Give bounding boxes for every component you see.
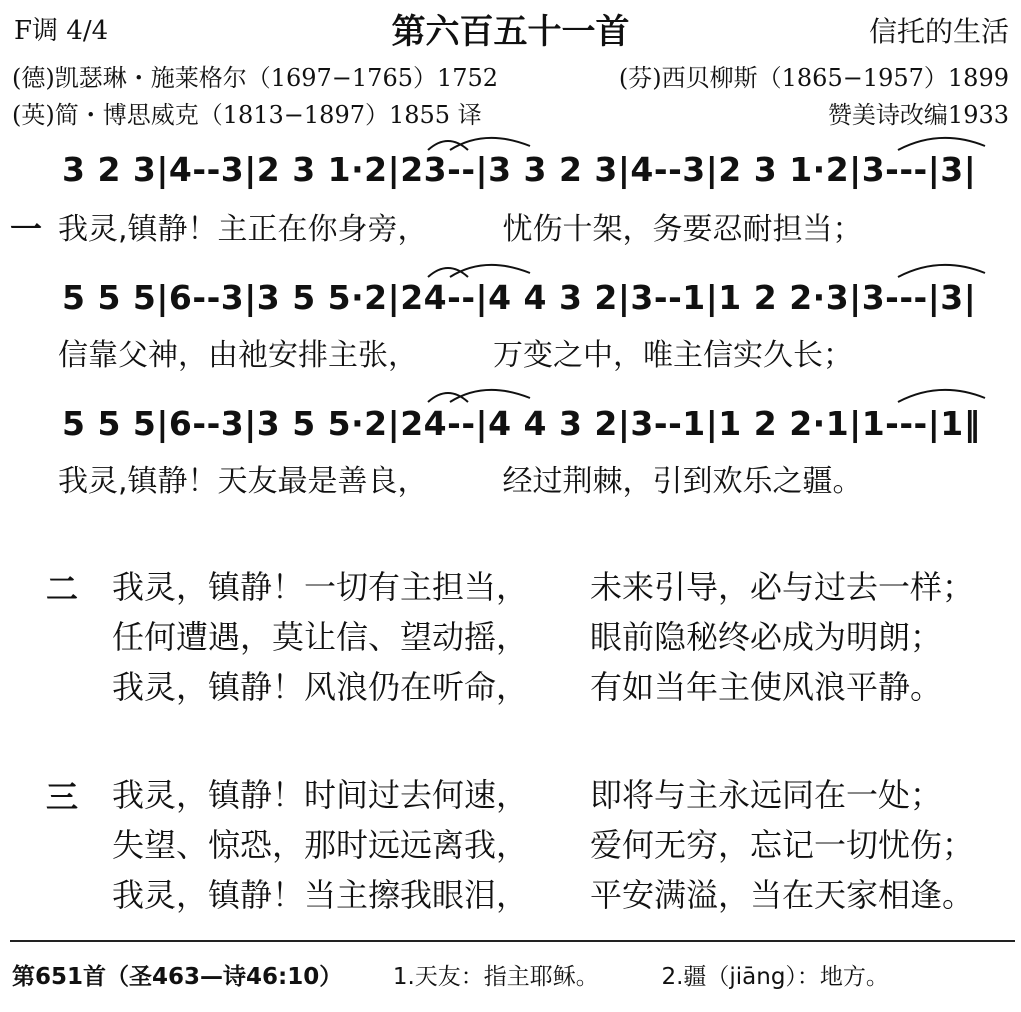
verse-2-line-3a: 我灵，镇静！风浪仍在听命， bbox=[112, 668, 529, 706]
verse-3-line-1a: 我灵，镇静！时间过去何速， bbox=[112, 776, 529, 814]
footnote-1: 1.天友：指主耶稣。 bbox=[392, 964, 599, 990]
footer-reference: 第651首（圣463—诗46:10） bbox=[12, 964, 343, 990]
verse-2-line-1b: 未来引导，必与过去一样； bbox=[590, 568, 975, 606]
verse-2-line-2b: 眼前隐秘终必成为明朗； bbox=[590, 618, 943, 656]
footnote-2: 2.疆（jiāng）：地方。 bbox=[661, 964, 889, 990]
credit-lyrics-en: (英)简・博思威克（1813−1897）1855 译 bbox=[12, 101, 482, 129]
lyric-line-3: 我灵,镇静！天友最是善良， 经过荆棘，引到欢乐之疆。 bbox=[58, 464, 863, 499]
credit-arrange: 赞美诗改编1933 bbox=[827, 101, 1009, 129]
notation-line-1: 3 2 3|4--3|2 3 1·2|23--|3 3 2 3|4--3|2 3 1·2|3---|3| bbox=[62, 150, 977, 189]
footer bbox=[12, 958, 889, 991]
lyric-line-1: 我灵,镇静！主正在你身旁， 忧伤十架，务要忍耐担当； bbox=[58, 212, 863, 247]
hymn-title: 第六百五十一首 bbox=[391, 12, 630, 52]
verse-3-line-2a: 失望、惊恐，那时远远离我， bbox=[112, 826, 529, 864]
verse-number-3: 三 bbox=[46, 778, 79, 816]
credit-music: (芬)西贝柳斯（1865−1957）1899 bbox=[618, 64, 1009, 92]
verse-3-line-2b: 爱何无穷，忘记一切忧伤； bbox=[590, 826, 975, 864]
footer-divider bbox=[10, 940, 1015, 942]
verse-3-line-1b: 即将与主永远同在一处； bbox=[590, 776, 943, 814]
verse-2-line-3b: 有如当年主使风浪平静。 bbox=[590, 668, 943, 706]
verse-number-1: 一 bbox=[10, 210, 43, 248]
verse-2-line-2a: 任何遭遇，莫让信、望动摇， bbox=[112, 618, 529, 656]
lyric-line-2: 信靠父神，由祂安排主张， 万变之中，唯主信实久长； bbox=[58, 338, 853, 373]
verse-number-2: 二 bbox=[46, 570, 79, 608]
verse-3-line-3b: 平安满溢，当在天家相逢。 bbox=[590, 876, 975, 914]
notation-line-3: 5 5 5|6--3|3 5 5·2|24--|4 4 3 2|3--1|1 2 2·1|1---|1‖ bbox=[62, 404, 981, 443]
notation-line-2: 5 5 5|6--3|3 5 5·2|24--|4 4 3 2|3--1|1 2 2·3|3---|3| bbox=[62, 278, 977, 317]
verse-2-line-1a: 我灵，镇静！一切有主担当， bbox=[112, 568, 529, 606]
hymn-topic: 信托的生活 bbox=[868, 15, 1009, 48]
verse-3-line-3a: 我灵，镇静！当主擦我眼泪， bbox=[112, 876, 529, 914]
key-signature: F调 4/4 bbox=[14, 16, 109, 46]
credit-lyrics-de: (德)凯瑟琳・施莱格尔（1697−1765）1752 bbox=[12, 64, 499, 92]
